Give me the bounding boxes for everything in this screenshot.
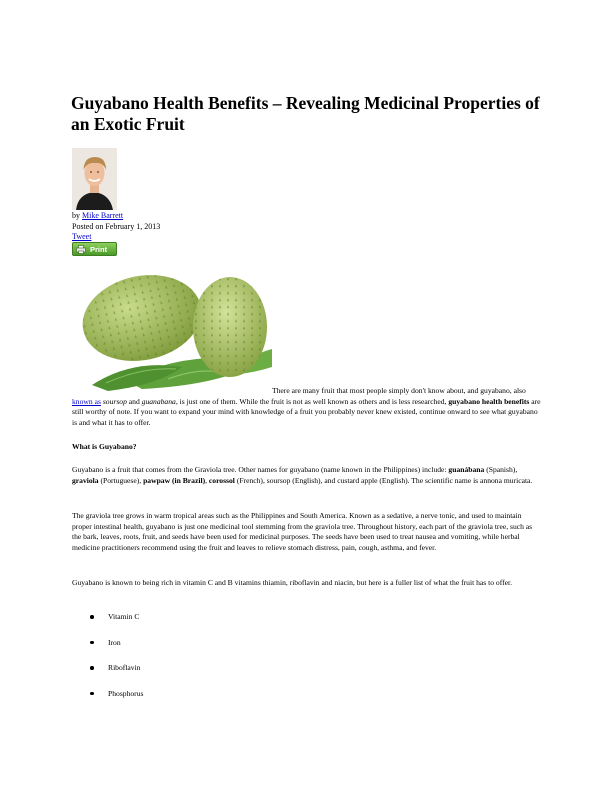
soursop-fruit-icon (72, 263, 272, 393)
printer-icon (76, 245, 86, 254)
author-link[interactable]: Mike Barrett (82, 211, 124, 220)
list-item: Riboflavin (90, 663, 143, 689)
tweet-link[interactable]: Tweet (72, 232, 92, 241)
name-guanabana: guanábana (448, 465, 485, 474)
intro-bold: guyabano health benefits (448, 396, 530, 406)
intro-text-5: are still worthy of note. If you want to expand your mind with knowledge of a fruit you probably never knew existed, continue onward to see what guyabano is and what it has to offer. (72, 396, 541, 427)
intro-text-1: There are many fruit that most people simply don't know about, and guyabano, also (272, 386, 526, 395)
guanabana-term: guanabana (141, 396, 176, 406)
paragraph-graviola-tree: The graviola tree grows in warm tropical areas such as the Philippines and South America. Known as a sedative, a nerve tonic, and used to maintain proper intestinal health, guyabano is just one medicinal tool stemming from the graviola tree. Throughout history, each part of the graviola tree, such as the bark, leaves, roots, fruit, and seeds have been used for medicinal purposes. The seeds have been used to treat nausea and vomiting, while herbal medicine practitioners recommend using the fruit and leaves to relieve stomach distress, pain, cough, asthma, and fever. (72, 511, 533, 552)
tweet-row (72, 232, 91, 242)
guyabano-fruit-image (72, 263, 272, 393)
intro-text-3: and (126, 396, 142, 406)
article-title: Guyabano Health Benefits – Revealing Medicinal Properties of an Exotic Fruit (71, 93, 540, 134)
print-label: Print (90, 244, 108, 254)
intro-text-4: , is just one of them. While the fruit is not as well known as others and is less researched, (175, 396, 449, 406)
post-date: Posted on February 1, 2013 (72, 222, 161, 231)
list-item: Vitamin C (90, 612, 143, 638)
name-graviola: graviola (72, 475, 99, 485)
names-text-3: (Portuguese), (98, 475, 144, 485)
names-text-4: , (205, 475, 209, 485)
print-button[interactable] (72, 242, 117, 256)
byline-prefix: by (72, 211, 82, 220)
byline (72, 211, 123, 221)
nutrient-list (90, 612, 143, 714)
names-text-1: Guyabano is a fruit that comes from the Graviola tree. Other names for guyabano (name known in the Philippines) include: (72, 465, 449, 474)
author-avatar (72, 148, 117, 210)
author-photo-icon (72, 148, 117, 210)
names-text-5: (French), soursop (English), and custard apple (English). The scientific name is annona muricata. (234, 475, 533, 485)
paragraph-vitamins: Guyabano is known to being rich in vitamin C and B vitamins thiamin, riboflavin and niacin, but here is a fuller list of what the fruit has to offer. (72, 578, 512, 587)
known-as-link[interactable]: known as (72, 396, 101, 406)
soursop-term: soursop (102, 396, 127, 406)
section-heading: What is Guyabano? (72, 442, 137, 451)
name-corossol: corossol (208, 475, 235, 485)
list-item: Phosphorus (90, 689, 143, 715)
names-text-2: (Spanish), (484, 465, 518, 474)
paragraph-names (72, 465, 542, 486)
list-item: Iron (90, 638, 143, 664)
name-pawpaw: pawpaw (in Brazil) (143, 475, 206, 485)
intro-paragraph (72, 386, 542, 428)
